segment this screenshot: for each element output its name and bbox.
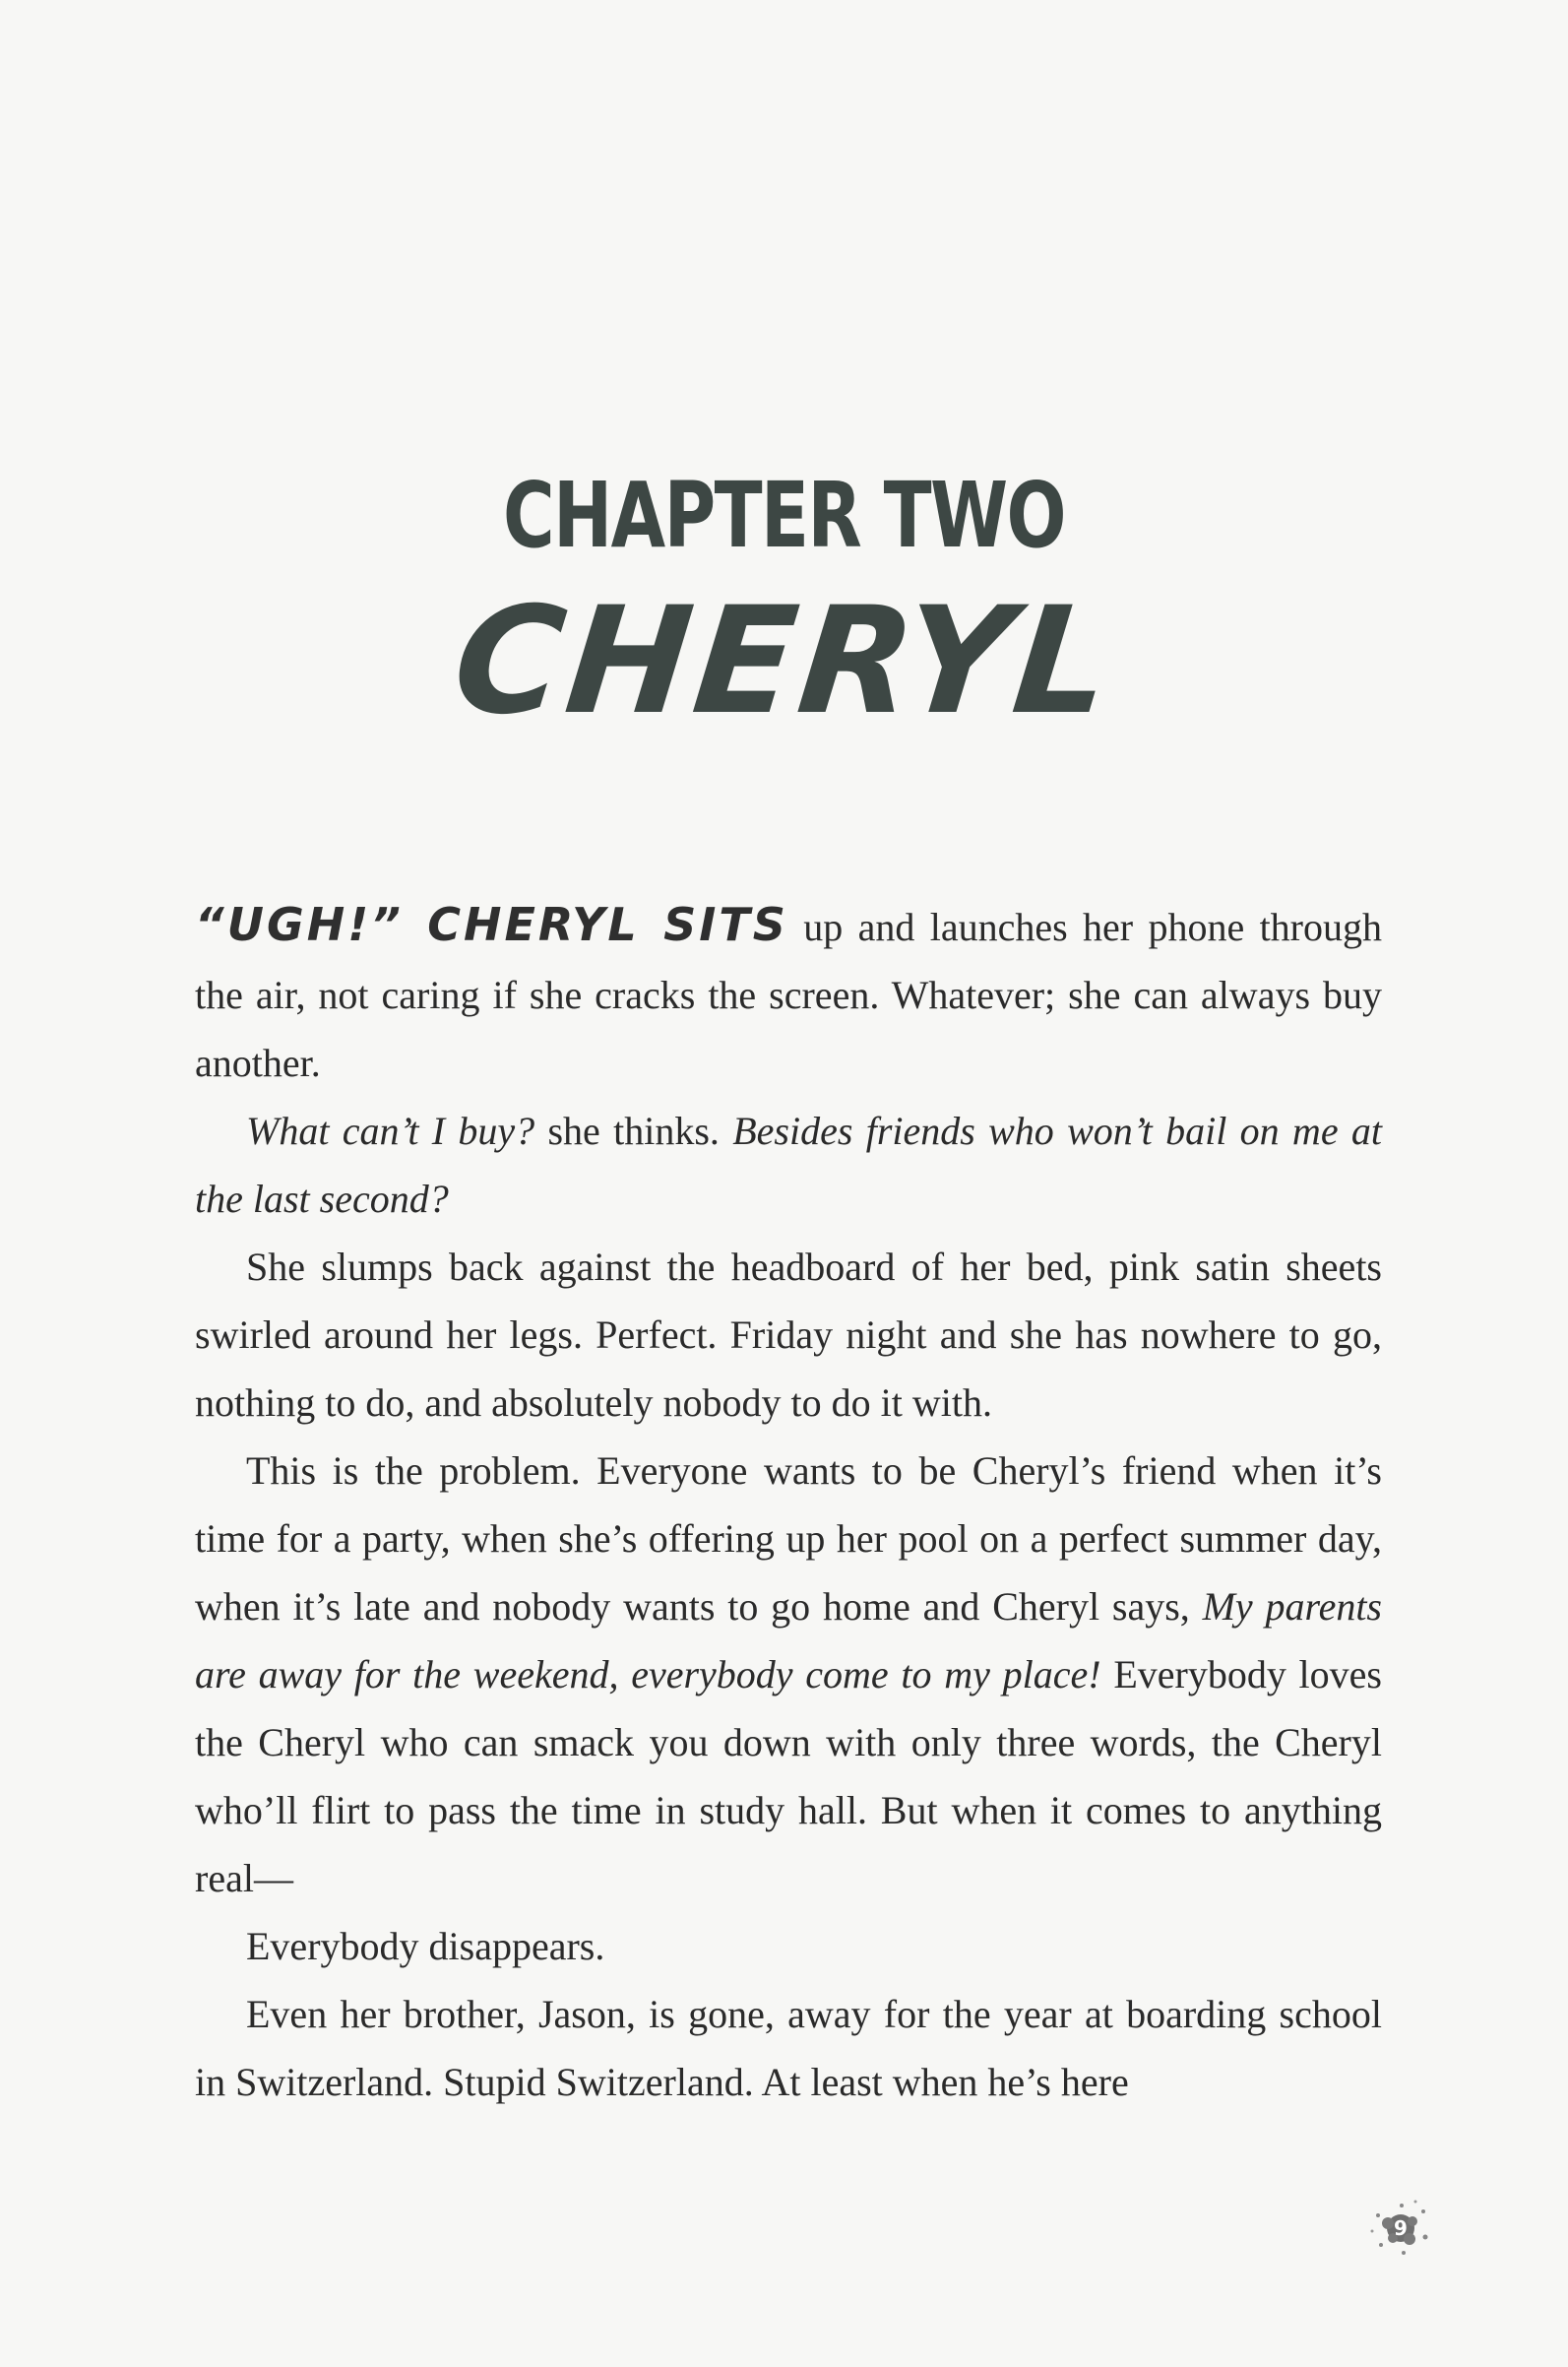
paragraph-5	[195, 1912, 1382, 1980]
italic-thought: What can’t I buy?	[246, 1109, 535, 1153]
italic-thought: Besides friends who won’t bail on me at the last second?	[195, 1109, 1382, 1221]
paragraph-text: up and launches her phone through the air, not caring if she cracks the screen. Whatever; she can always buy another.	[195, 905, 1382, 1085]
chapter-title: CHERYL	[446, 576, 1122, 747]
page-number-splatter	[1366, 2194, 1435, 2263]
paragraph-2	[195, 1097, 1382, 1233]
paragraph-1	[195, 891, 1382, 1097]
paragraph-text: This is the problem. Everyone wants to be Cheryl’s friend when it’s time for a party, when she’s offering up her pool on a perfect summer day, when it’s late and nobody wants to go home and Cheryl says,	[195, 1448, 1382, 1629]
page-number: 9	[1394, 2216, 1408, 2240]
paragraph-3	[195, 1233, 1382, 1437]
paragraph-text: Everybody disappears.	[246, 1924, 605, 1968]
paragraph-text: She slumps back against the headboard of her bed, pink satin sheets swirled around her legs. Perfect. Friday night and she has nowhere to go, nothing to do, and absolutely nobody to do it with.	[195, 1245, 1382, 1425]
chapter-body	[195, 891, 1382, 2116]
paragraph-text: Everybody loves the Cheryl who can smack you down with only three words, the Cheryl who’ll flirt to pass the time in study hall. But when it comes to anything real—	[195, 1652, 1382, 1900]
paragraph-text: Even her brother, Jason, is gone, away for the year at boarding school in Switzerland. Stupid Switzerland. At least when he’s here	[195, 1992, 1382, 2104]
paragraph-6	[195, 1980, 1382, 2116]
italic-quote: My parents are away for the weekend, everybody come to my place!	[195, 1584, 1382, 1696]
paragraph-text: she thinks.	[534, 1109, 733, 1153]
paragraph-4	[195, 1437, 1382, 1912]
paragraph-opener: “UGH!” CHERYL SITS	[195, 898, 788, 951]
chapter-label: CHAPTER TWO	[502, 463, 1066, 568]
